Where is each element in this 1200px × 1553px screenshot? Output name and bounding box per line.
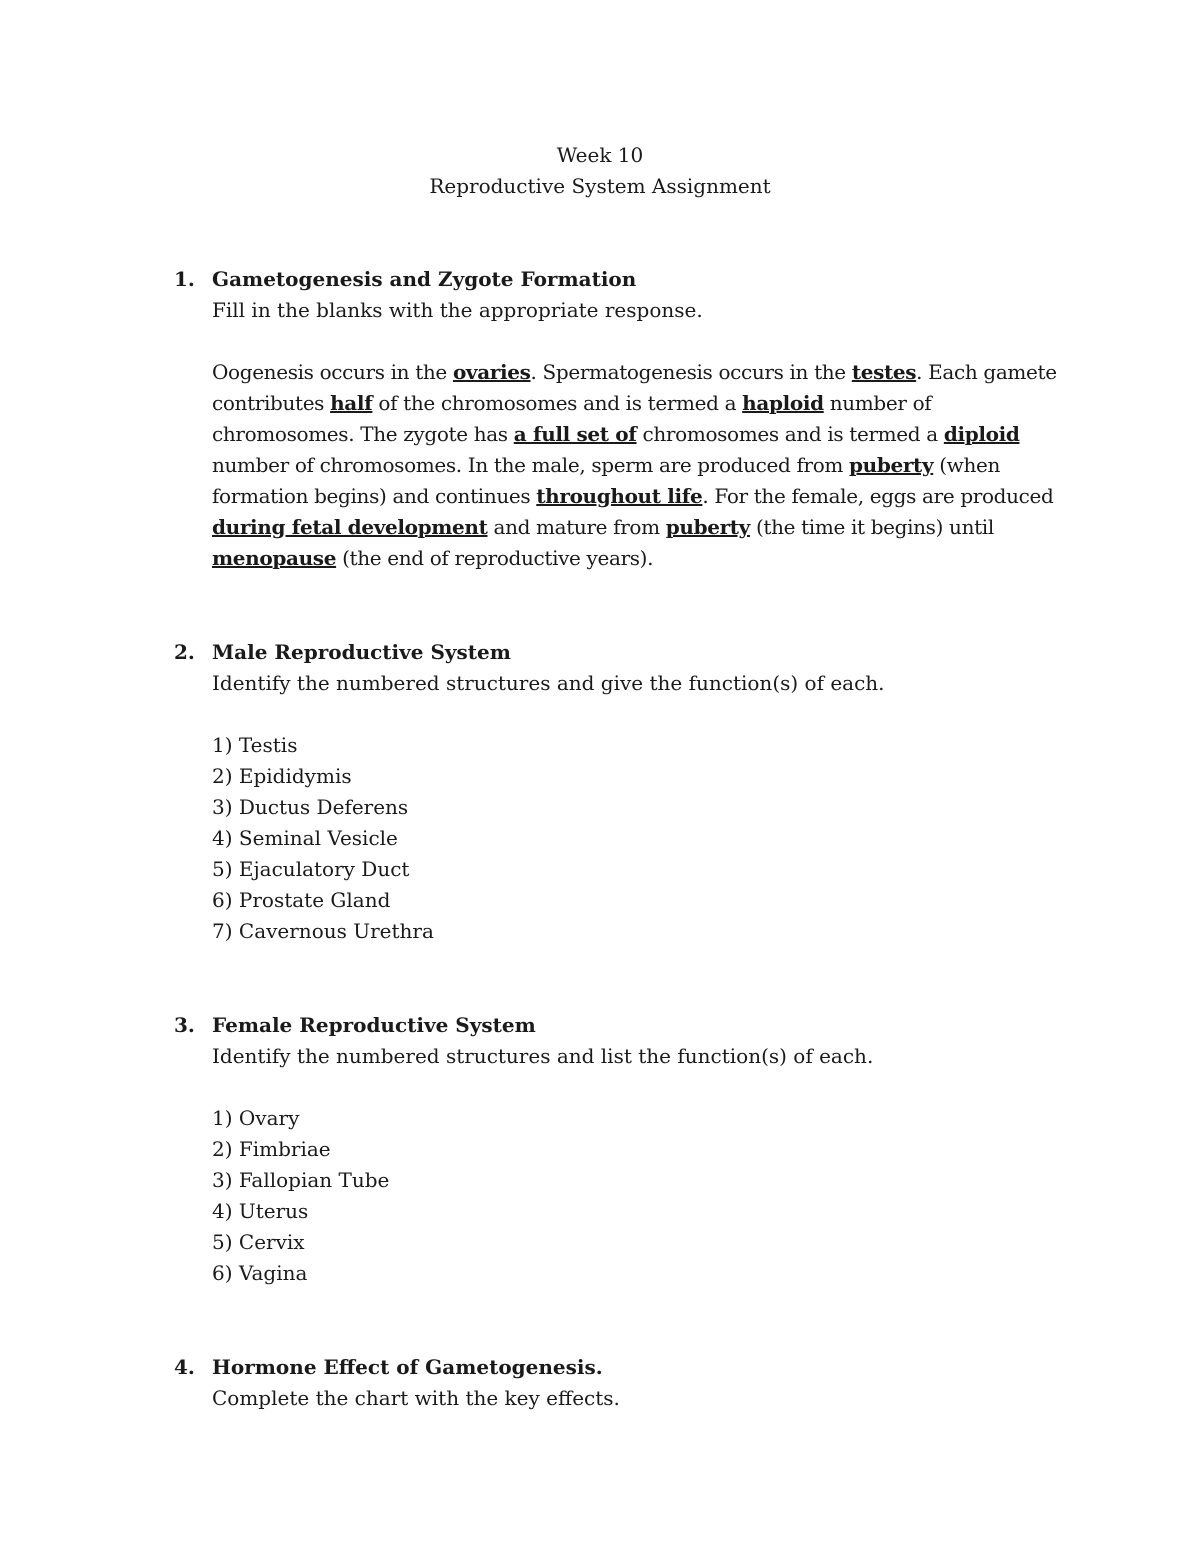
male-structure-item: 4) Seminal Vesicle [212,826,398,850]
section-3-instruction: Identify the numbered structures and list the function(s) of each. [212,1044,874,1068]
male-structure-item: 5) Ejaculatory Duct [212,857,410,881]
paragraph-text: . For the female, eggs are produced [702,484,1054,508]
section-2-heading: Male Reproductive System [212,640,511,664]
answer-blank: puberty [665,515,750,539]
section-1-number: 1. [174,267,195,291]
section-1-heading: Gametogenesis and Zygote Formation [212,267,637,291]
section-3-number: 3. [174,1013,195,1037]
answer-blank: half [330,391,373,415]
female-structure-item: 6) Vagina [212,1261,308,1285]
section-3-heading: Female Reproductive System [212,1013,536,1037]
section-4-number: 4. [174,1355,195,1379]
paragraph-text: (the time it begins) until [749,515,994,539]
female-structure-item: 3) Fallopian Tube [212,1168,390,1192]
section-1-paragraph [212,357,1062,574]
document-title: Reproductive System Assignment [429,174,771,198]
male-structure-item: 7) Cavernous Urethra [212,919,434,943]
paragraph-text: of the chromosomes and is termed a [372,391,743,415]
section-4-instruction: Complete the chart with the key effects. [212,1386,620,1410]
female-structure-item: 4) Uterus [212,1199,309,1223]
answer-blank: during fetal development [212,515,488,539]
answer-blank: ovaries [452,360,531,384]
section-4-heading: Hormone Effect of Gametogenesis. [212,1355,603,1379]
section-1-instruction: Fill in the blanks with the appropriate response. [212,298,703,322]
paragraph-text: and mature from [487,515,666,539]
male-structure-item: 1) Testis [212,733,298,757]
answer-blank: haploid [742,391,824,415]
paragraph-text: (when formation begins) and continues [212,453,1000,508]
paragraph-text: . Each gamete contributes [212,360,1057,415]
female-structure-item: 5) Cervix [212,1230,305,1254]
female-structure-item: 1) Ovary [212,1106,300,1130]
paragraph-text: (the end of reproductive years). [336,546,654,570]
male-structure-item: 2) Epididymis [212,764,352,788]
answer-blank: puberty [849,453,934,477]
answer-blank: throughout life [536,484,703,508]
document-week: Week 10 [556,143,644,167]
paragraph-text: chromosomes and is termed a [636,422,944,446]
male-structure-item: 6) Prostate Gland [212,888,391,912]
fill-in-paragraph [212,357,1062,574]
paragraph-text: . Spermatogenesis occurs in the [530,360,852,384]
answer-blank: a full set of [513,422,637,446]
answer-blank: menopause [212,546,337,570]
answer-blank: diploid [943,422,1020,446]
paragraph-text: number of chromosomes. The zygote has [212,391,932,446]
paragraph-text: number of chromosomes. In the male, sperm are produced from [212,453,850,477]
section-2-number: 2. [174,640,195,664]
paragraph-text: Oogenesis occurs in the [212,360,453,384]
answer-blank: testes [851,360,917,384]
female-structure-item: 2) Fimbriae [212,1137,331,1161]
male-structure-item: 3) Ductus Deferens [212,795,409,819]
section-2-instruction: Identify the numbered structures and give the function(s) of each. [212,671,885,695]
